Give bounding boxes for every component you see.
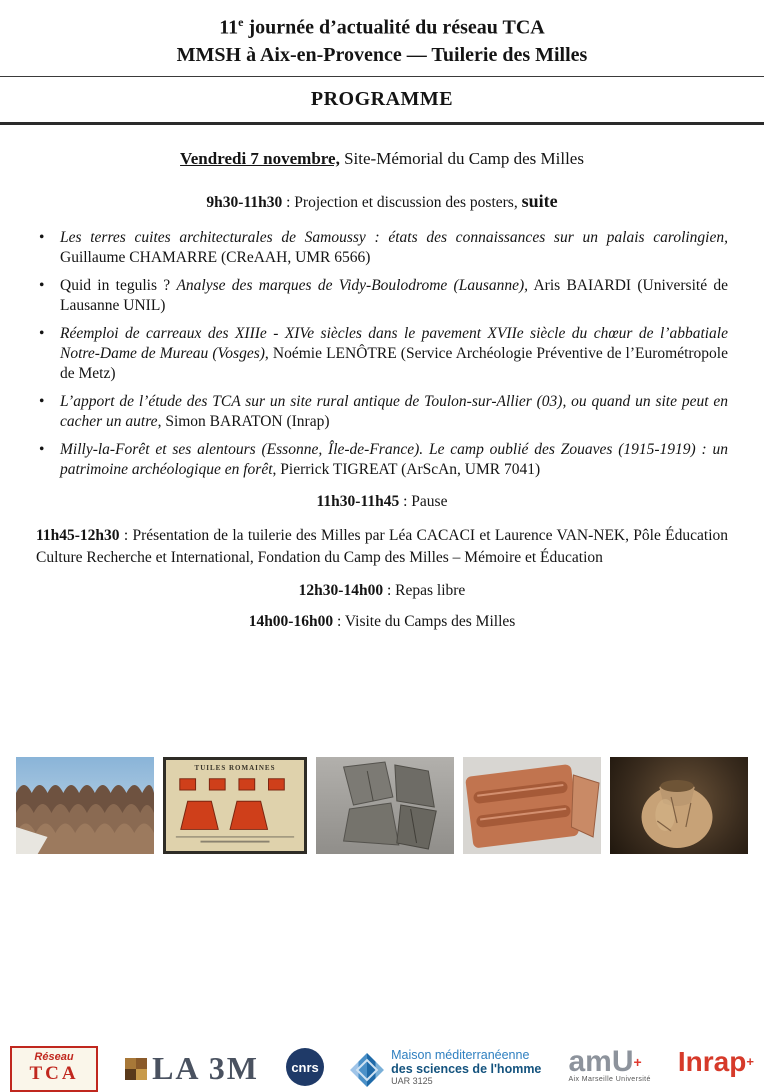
talk-title: Réemploi de carreaux des XIIIe - XIVe siècles dans le pavement XVIIe siècle du chœur de l’abbatiale Notre-Dame de Mureau (Vosges) <box>60 324 728 362</box>
fragments-illustration <box>316 757 454 854</box>
title-number: 11 <box>219 16 239 39</box>
title-line-1 <box>0 9 764 42</box>
talk-item <box>36 392 728 432</box>
mmsh-text: Maison méditerranéenne des sciences de l'homme UAR 3125 <box>391 1048 542 1086</box>
session-text: Projection et discussion des posters, <box>294 193 522 211</box>
talk-speaker: Guillaume CHAMARRE (CReAAH, UMR 6566) <box>60 248 371 266</box>
ceramic-vessel-photo <box>610 757 748 854</box>
talk-item <box>36 324 728 384</box>
roof-tiles-photo <box>16 757 154 854</box>
la3m-icon <box>125 1058 147 1080</box>
reseau-tca-logo: Réseau TCA <box>10 1046 98 1092</box>
page-title <box>0 0 764 69</box>
inrap-logo: Inrap+ <box>677 1046 754 1077</box>
visit-line: 14h00-16h00 : Visite du Camps des Milles <box>248 612 516 630</box>
session-suffix: suite <box>521 190 558 211</box>
amu-star-icon: + <box>633 1054 642 1070</box>
talk-title: Milly-la-Forêt et ses alentours (Essonne, Île-de-France). Le camp oublié des Zouaves (1915-1919) : un patrimoine archéologique en forêt <box>60 440 728 478</box>
lunch-line: 12h30-14h00 : Repas libre <box>298 581 466 599</box>
photo-strip <box>16 757 748 854</box>
date-line <box>36 149 728 169</box>
talk-title: Les terres cuites architecturales de Samoussy : états des connaissances sur un palais carolingien, <box>60 228 728 246</box>
talk-speaker: , Simon BARATON (Inrap) <box>157 412 330 430</box>
talk-item <box>36 440 728 480</box>
section-heading-programme: PROGRAMME <box>310 87 454 110</box>
poster-illustration <box>166 760 304 851</box>
talk-title: Analyse des marques de Vidy-Boulodrome (Lausanne), <box>176 276 529 294</box>
roof-tiles-illustration <box>16 757 154 854</box>
cnrs-logo: cnrs <box>286 1048 324 1086</box>
title-line-2: MMSH à Aix-en-Provence — Tuilerie des Milles <box>176 43 588 66</box>
title-text: journée d’actualité du réseau TCA <box>243 16 545 39</box>
programme-divider <box>0 122 764 125</box>
stamped-tile-photo <box>463 757 601 854</box>
talk-speaker: Aris BAIARDI (Université de Lausanne UNIL) <box>60 276 728 314</box>
talk-item: • Quid in tegulis ? Analyse des marques de Vidy-Boulodrome (Lausanne), Aris BAIARDI (Université de Lausanne UNIL) <box>36 276 728 316</box>
mmsh-logo <box>351 1048 541 1087</box>
stamped-tile-illustration <box>463 757 601 854</box>
programme-content <box>0 149 764 631</box>
footer-logos <box>0 1046 764 1092</box>
date-venue: Site-Mémorial du Camp des Milles <box>339 148 584 168</box>
session-time: 9h30-11h30 <box>206 193 283 211</box>
tile-poster-photo <box>163 757 307 854</box>
talks-list <box>36 228 728 480</box>
presentation-line: 11h45-12h30 : Présentation de la tuilerie des Milles par Léa CACACI et Laurence VAN-NEK, Pôle Éducation Culture Recherche et International, Fondation du Camp des Milles – Mémoire et Éducation <box>36 526 729 566</box>
poster-caption: TUILES ROMAINES <box>194 764 276 772</box>
talk-title: L’apport de l’étude des TCA sur un site rural antique de Toulon-sur-Allier (03), ou quand un site peut en cacher un autre <box>60 392 728 430</box>
session-posters: 9h30-11h30 : Projection et discussion des posters, suite <box>206 190 558 211</box>
pause-line: 11h30-11h45 : Pause <box>316 492 448 510</box>
mmsh-diamond-icon <box>350 1053 384 1087</box>
title-superscript: e <box>238 15 244 29</box>
inrap-plus-icon: + <box>746 1054 754 1069</box>
la3m-logo: LA 3M <box>125 1050 259 1087</box>
document-header <box>0 0 764 69</box>
talk-item <box>36 228 728 268</box>
header-divider <box>0 76 764 77</box>
amu-logo: amU+ Aix Marseille Université <box>568 1045 651 1083</box>
vessel-illustration <box>610 757 748 854</box>
tile-fragments-photo <box>316 757 454 854</box>
talk-speaker: , Pierrick TIGREAT (ArScAn, UMR 7041) <box>272 460 541 478</box>
date-bold: Vendredi 7 novembre, <box>180 148 340 168</box>
talk-speaker: , Noémie LENÔTRE (Service Archéologie Préventive de l’Eurométropole de Metz) <box>60 344 728 382</box>
